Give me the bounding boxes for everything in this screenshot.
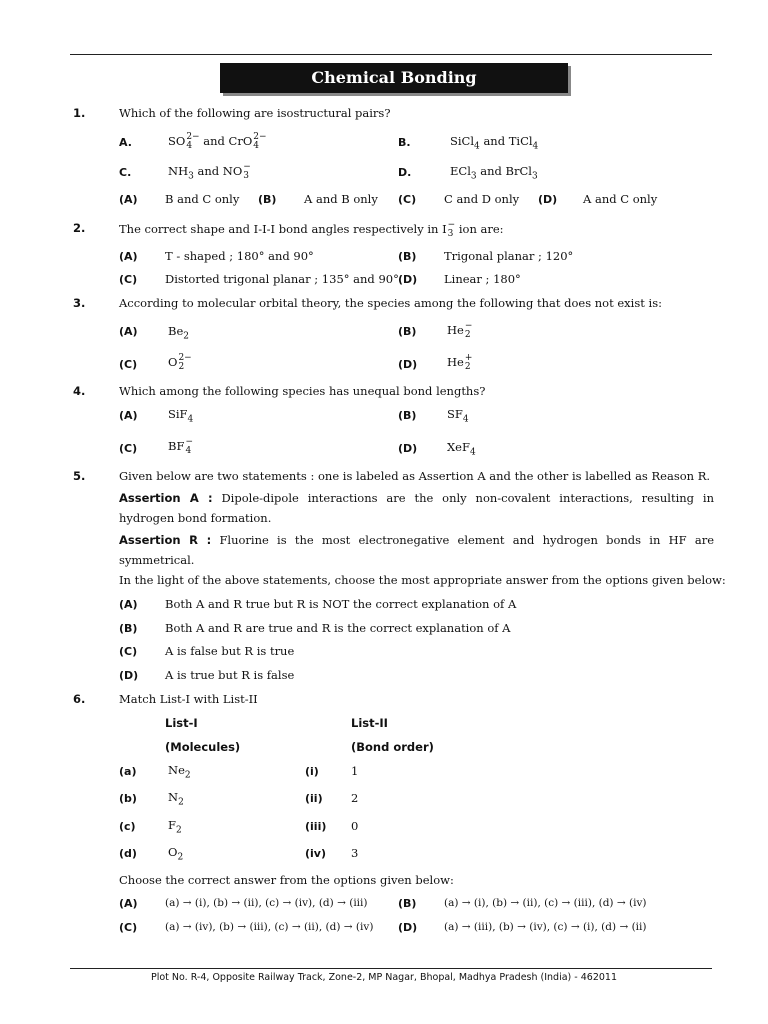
q3-option-c-label: (C)	[119, 358, 138, 371]
list-1-row-c-formula: $F_2$	[168, 818, 182, 836]
q3-option-a-label: (A)	[119, 325, 138, 338]
q6-option-b-text: (a) → (i), (b) → (ii), (c) → (iii), (d) → (iv)	[444, 897, 647, 909]
list-1-row-a-formula: $Ne_2$	[168, 763, 191, 781]
q1-item-b: SiCl$_4$ and TiCl$_4$	[450, 134, 539, 152]
reason-r-label: Assertion R :	[119, 533, 212, 547]
q3-option-b-formula: He − 2	[447, 321, 473, 340]
reason-r	[119, 530, 714, 570]
q3-option-c-formula: O 2− 2	[168, 353, 192, 372]
list-2-row-iii-label: (iii)	[305, 820, 327, 833]
question-5-text: Given below are two statements : one is labeled as Assertion A and the other is labelled as Reason R.	[119, 469, 711, 483]
list-2-heading: List-II	[351, 716, 388, 730]
question-3-number: 3.	[73, 296, 86, 310]
q1-item-c: $NH_3$ and NO − 3	[168, 162, 251, 182]
question-5-prompt: In the light of the above statements, choose the most appropriate answer from the options given below:	[119, 573, 726, 587]
q3-option-d-formula: He + 2	[447, 353, 473, 372]
question-4-number: 4.	[73, 384, 86, 398]
q1-item-d: ECl$_3$ and BrCl$_3$	[450, 164, 538, 182]
q1-item-c-label: C.	[119, 166, 132, 179]
question-6-prompt: Choose the correct answer from the options given below:	[119, 873, 454, 887]
list-2-row-iv-label: (iv)	[305, 847, 326, 860]
assertion-a-label: Assertion A :	[119, 491, 213, 505]
question-1-number: 1.	[73, 106, 86, 120]
list-2-row-iii-value: 0	[351, 819, 359, 833]
q2-option-d-text: Linear ; 180°	[444, 272, 521, 286]
q3-option-d-label: (D)	[398, 358, 418, 371]
q6-option-a-label: (A)	[119, 897, 138, 910]
q6-option-d-label: (D)	[398, 921, 418, 934]
q5-option-a-label: (A)	[119, 598, 138, 611]
top-rule	[70, 54, 712, 55]
question-6-text: Match List-I with List-II	[119, 692, 258, 706]
q1-option-c-label: (C)	[398, 193, 417, 206]
question-1-text: Which of the following are isostructural pairs?	[119, 106, 391, 120]
list-2-subheading: (Bond order)	[351, 740, 434, 754]
q4-option-d-formula: XeF$_4$	[447, 440, 476, 458]
assertion-a	[119, 488, 714, 528]
q4-option-a-label: (A)	[119, 409, 138, 422]
question-6-number: 6.	[73, 692, 86, 706]
list-1-row-d-formula: $O_2$	[168, 845, 184, 863]
question-2-text: The correct shape and I-I-I bond angles respectively in I − 3 ion are:	[119, 220, 504, 239]
list-2-row-iv-value: 3	[351, 846, 359, 860]
q1-option-b-text: A and B only	[304, 192, 378, 206]
q2-option-b-text: Trigonal planar ; 120°	[444, 249, 574, 263]
list-1-row-a-label: (a)	[119, 765, 137, 778]
question-2-number: 2.	[73, 221, 86, 235]
q3-option-a-formula: $Be_2$	[168, 324, 189, 342]
footer-address: Plot No. R-4, Opposite Railway Track, Zone-2, MP Nagar, Bhopal, Madhya Pradesh (India) - 462011	[151, 972, 617, 983]
q5-option-d-label: (D)	[119, 669, 139, 682]
question-3-text: According to molecular orbital theory, the species among the following that does not exist is:	[119, 296, 662, 310]
list-2-row-i-label: (i)	[305, 765, 319, 778]
q5-option-c-text: A is false but R is true	[165, 644, 295, 658]
q1-item-d-label: D.	[398, 166, 412, 179]
list-2-row-ii-label: (ii)	[305, 792, 323, 805]
list-1-row-b-label: (b)	[119, 792, 137, 805]
q1-option-d-label: (D)	[538, 193, 558, 206]
q6-option-d-text: (a) → (iii), (b) → (iv), (c) → (i), (d) → (ii)	[444, 921, 647, 933]
q4-option-d-label: (D)	[398, 442, 418, 455]
assertion-a-text: Dipole-dipole interactions are the only non-covalent interactions, resulting in hydrogen bond formation.	[119, 491, 714, 525]
list-2-row-ii-value: 2	[351, 791, 359, 805]
q4-option-c-formula: BF − 4	[168, 437, 193, 456]
q2-option-a-text: T - shaped ; 180° and 90°	[165, 249, 314, 263]
list-1-subheading: (Molecules)	[165, 740, 241, 754]
reason-r-text: Fluorine is the most electronegative element and hydrogen bonds in HF are symmetrical.	[119, 533, 714, 567]
q1-item-a-label: A.	[119, 136, 132, 149]
q4-option-a-formula: SiF$_4$	[168, 407, 194, 425]
q1-item-a: SO 2− 4 and CrO 2− 4	[168, 132, 267, 151]
list-2-row-i-value: 1	[351, 764, 359, 778]
q1-option-a-label: (A)	[119, 193, 138, 206]
q1-option-d-text: A and C only	[583, 192, 658, 206]
list-1-row-d-label: (d)	[119, 847, 137, 860]
q5-option-a-text: Both A and R true but R is NOT the correct explanation of A	[165, 597, 517, 611]
q6-option-a-text: (a) → (i), (b) → (ii), (c) → (iv), (d) → (iii)	[165, 897, 368, 909]
q3-option-b-label: (B)	[398, 325, 417, 338]
q2-option-a-label: (A)	[119, 250, 138, 263]
q6-option-c-label: (C)	[119, 921, 138, 934]
q1-option-a-text: B and C only	[165, 192, 240, 206]
question-4-text: Which among the following species has unequal bond lengths?	[119, 384, 486, 398]
q2-option-c-label: (C)	[119, 273, 138, 286]
q4-option-b-formula: $SF_4$	[447, 407, 469, 425]
q5-option-d-text: A is true but R is false	[165, 668, 295, 682]
q2-option-c-text: Distorted trigonal planar ; 135° and 90°	[165, 272, 399, 286]
q6-option-c-text: (a) → (iv), (b) → (iii), (c) → (ii), (d) → (iv)	[165, 921, 374, 933]
q1-option-b-label: (B)	[258, 193, 277, 206]
list-1-heading: List-I	[165, 716, 198, 730]
list-1-row-b-formula: $N_2$	[168, 790, 184, 808]
q1-item-b-label: B.	[398, 136, 411, 149]
page-title: Chemical Bonding	[220, 63, 568, 93]
q4-option-c-label: (C)	[119, 442, 138, 455]
q2-option-b-label: (B)	[398, 250, 417, 263]
question-5-number: 5.	[73, 469, 86, 483]
q5-option-b-label: (B)	[119, 622, 138, 635]
bottom-rule	[70, 968, 712, 969]
list-1-row-c-label: (c)	[119, 820, 136, 833]
q4-option-b-label: (B)	[398, 409, 417, 422]
q5-option-c-label: (C)	[119, 645, 138, 658]
q5-option-b-text: Both A and R are true and R is the correct explanation of A	[165, 621, 511, 635]
q2-option-d-label: (D)	[398, 273, 418, 286]
q1-option-c-text: C and D only	[444, 192, 520, 206]
q6-option-b-label: (B)	[398, 897, 417, 910]
